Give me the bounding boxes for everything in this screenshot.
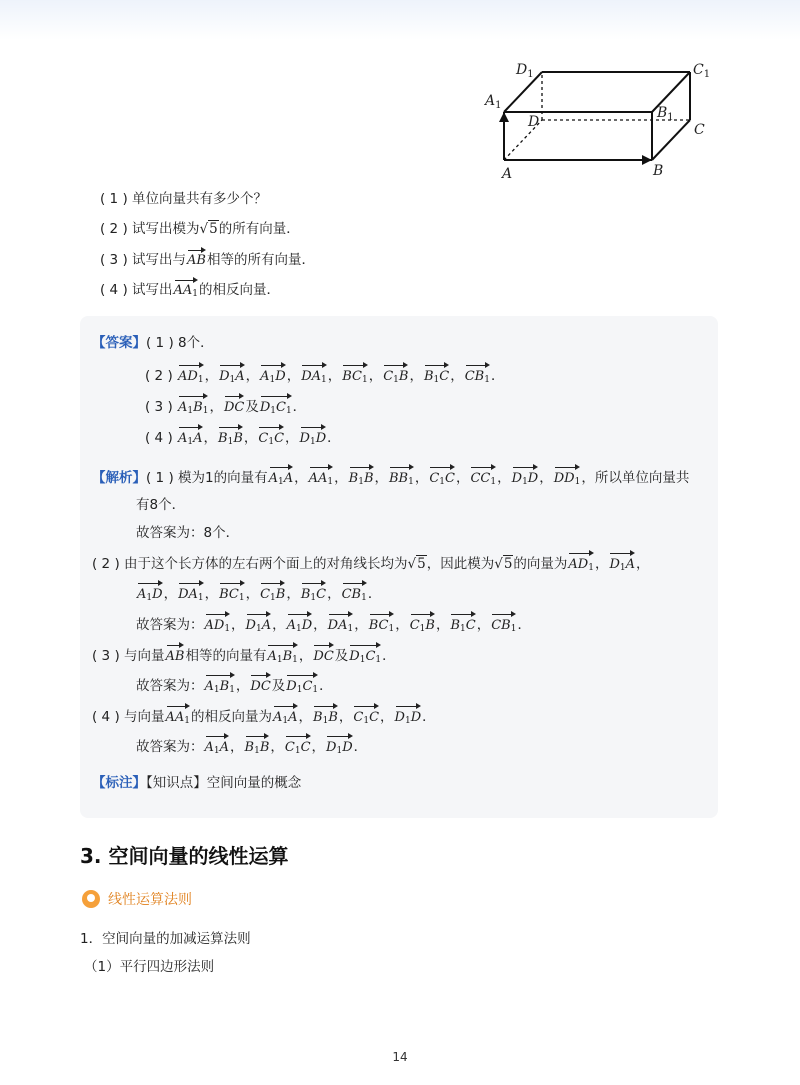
question-2: ( 2 ) 试写出模为√5的所有向量． xyxy=(100,221,300,237)
analysis-line-3-result: 故答案为：$A_1B_1$，DC及$D_1C_1$． xyxy=(136,674,333,701)
analysis-line-4-result: 故答案为：$A_1A$，$B_1B$，$C_1C$，$D_1D$． xyxy=(136,735,367,762)
answer-line-1: 【答案】( 1 ) 8个． xyxy=(92,335,214,351)
paragraph-1: 1．空间向量的加减运算法则 xyxy=(80,931,251,947)
header-background xyxy=(0,0,800,40)
label-A1: $A_1$ xyxy=(485,93,502,111)
question-3: ( 3 ) 试写出与AB相等的所有向量． xyxy=(100,249,315,271)
analysis-line-2: ( 2 ) 由于这个长方体的左右两个面上的对角线长均为√5，因此模为√5的向量为$AD_1$，$D_1A$， xyxy=(92,552,650,579)
section-title: 3. 空间向量的线性运算 xyxy=(80,844,289,868)
page-number: 14 xyxy=(392,1050,408,1064)
vector-AA1: $AA_1$ xyxy=(174,279,199,304)
label-C: C xyxy=(694,122,705,138)
answer-line-3: ( 3 ) $A_1B_1$，DC及$D_1C_1$． xyxy=(145,395,306,422)
analysis-tag: 【解析】 xyxy=(92,470,146,486)
answer-tag: 【答案】 xyxy=(92,335,146,351)
analysis-line-2-result: 故答案为：$AD_1$，$D_1A$，$A_1D$，$DA_1$，$BC_1$，$C_1B$，$B_1C$，$CB_1$． xyxy=(136,613,531,640)
answer-line-4: ( 4 ) $A_1A$，$B_1B$，$C_1C$，$D_1D$． xyxy=(145,426,341,453)
label-A: A xyxy=(502,166,513,182)
note-tag: 【标注】 xyxy=(92,775,146,791)
label-B1: $B_1$ xyxy=(657,105,674,123)
analysis-line-1: 【解析】( 1 ) 模为1的向量有$A_1A$，$AA_1$，$B_1B$，$BB_1$，$C_1C$，$CC_1$，$D_1D$，$DD_1$，所以单位向量共 xyxy=(92,466,689,493)
label-B: B xyxy=(653,163,664,179)
bulb-icon xyxy=(82,890,100,908)
question-4: ( 4 ) 试写出$AA_1$的相反向量． xyxy=(100,279,280,304)
cuboid-diagram xyxy=(482,60,722,185)
analysis-line-2-cont: $A_1D$，$DA_1$，$BC_1$，$C_1B$，$B_1C$，$CB_1$． xyxy=(136,582,381,609)
analysis-line-1-result: 故答案为：8个． xyxy=(136,525,240,541)
edge-A1D1 xyxy=(504,72,542,112)
label-D: D xyxy=(528,114,540,130)
arrow-AB xyxy=(642,155,652,165)
cuboid-figure xyxy=(482,60,722,185)
note-line: 【标注】【知识点】空间向量的概念 xyxy=(92,775,302,791)
question-1: ( 1 ) 单位向量共有多少个？ xyxy=(100,191,268,207)
edge-BC xyxy=(652,120,690,160)
tip-heading: 线性运算法则 xyxy=(82,889,192,909)
answer-line-2: ( 2 ) $AD_1$，$D_1A$，$A_1D$，$DA_1$，$BC_1$，$C_1B$，$B_1C$，$CB_1$． xyxy=(145,364,504,391)
sqrt-5: √5 xyxy=(199,221,218,237)
analysis-line-1-cont: 有8个． xyxy=(136,497,186,513)
paragraph-2: （1）平行四边形法则 xyxy=(84,959,215,975)
vector-AB: AB xyxy=(187,249,206,271)
label-C1: $C_1$ xyxy=(693,62,711,80)
arrow-AA1 xyxy=(499,112,509,122)
label-D1: $D_1$ xyxy=(516,62,534,80)
analysis-line-3: ( 3 ) 与向量AB相等的向量有$A_1B_1$，DC及$D_1C_1$． xyxy=(92,644,396,671)
analysis-line-4: ( 4 ) 与向量$AA_1$的相反向量为$A_1A$，$B_1B$，$C_1C$，$D_1D$． xyxy=(92,705,436,732)
